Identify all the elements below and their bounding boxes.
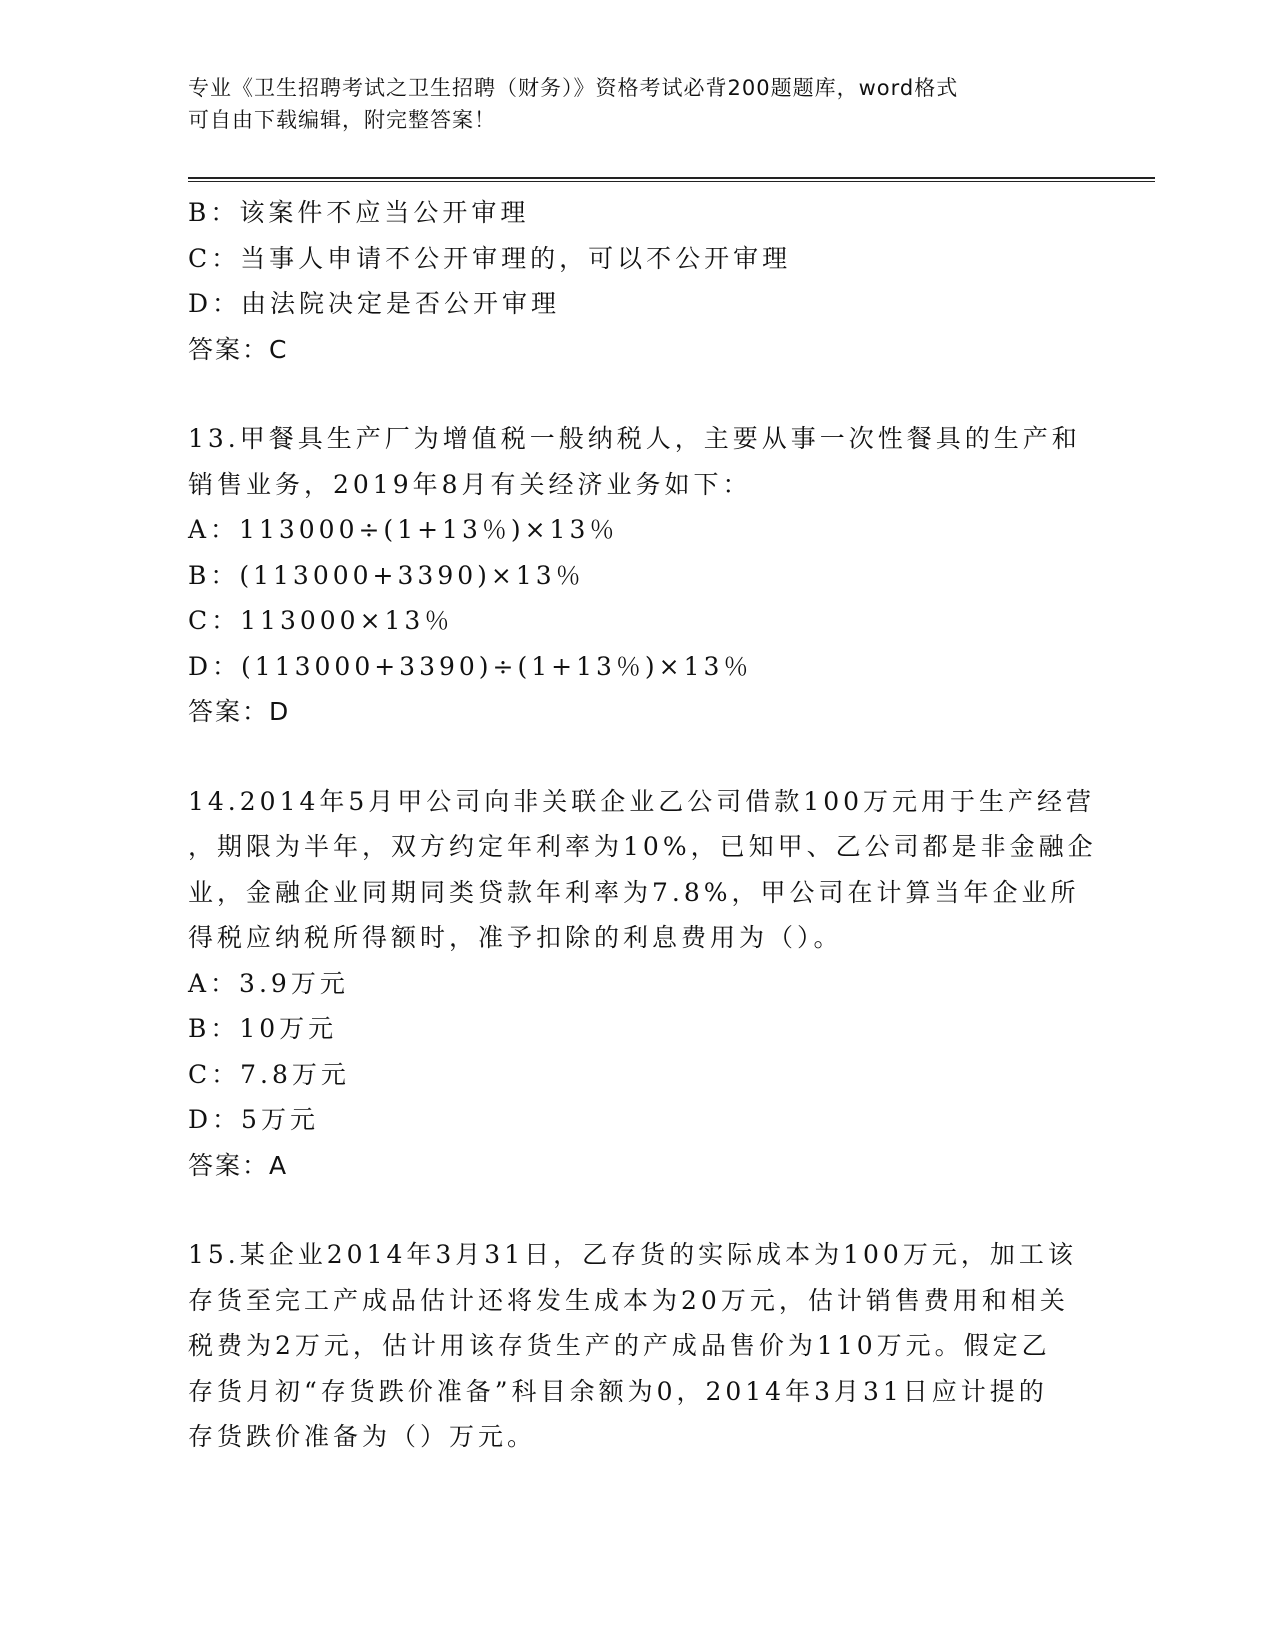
- question-stem: 存货跌价准备为（）万元。: [188, 1422, 537, 1451]
- question-stem: 业，金融企业同期同类贷款年利率为7.8%，甲公司在计算当年企业所: [188, 877, 1080, 907]
- question-stem: ，期限为半年，双方约定年利率为10%，已知甲、乙公司都是非金融企: [188, 832, 1097, 861]
- header-divider: [188, 177, 1155, 179]
- question-stem: 15.某企业2014年3月31日，乙存货的实际成本为100万元，加工该: [188, 1240, 1077, 1269]
- question-stem: 销售业务，2019年8月有关经济业务如下：: [188, 469, 752, 499]
- question-stem: 14.2014年5月甲公司向非关联企业乙公司借款100万元用于生产经营: [188, 786, 1096, 816]
- question-stem: 存货月初“存货跌价准备”科目余额为0，2014年3月31日应计提的: [188, 1376, 1048, 1406]
- option-d: D：5万元: [188, 1105, 319, 1134]
- header-line-1: 专业《卫生招聘考试之卫生招聘（财务）》资格考试必背200题题库，word格式: [188, 76, 959, 100]
- option-c: C：113000×13％: [188, 606, 454, 635]
- option-b: B：10万元: [188, 1014, 338, 1043]
- option-b: B：(113000+3390)×13％: [188, 560, 585, 590]
- header-line-2: 可自由下载编辑，附完整答案！: [188, 108, 496, 132]
- question-12: [188, 190, 1088, 372]
- question-stem: 13.甲餐具生产厂为增值税一般纳税人，主要从事一次性餐具的生产和: [188, 424, 1081, 453]
- question-stem: 税费为2万元，估计用该存货生产的产成品售价为110万元。假定乙: [188, 1331, 1051, 1360]
- option-b: B：该案件不应当公开审理: [188, 198, 530, 227]
- question-14: [188, 779, 1097, 1189]
- question-15: [188, 1232, 1088, 1460]
- option-c: C：当事人申请不公开审理的，可以不公开审理: [188, 243, 792, 273]
- answer: 答案：A: [188, 1150, 289, 1180]
- header-divider-thin: [188, 181, 1155, 182]
- page-header: [188, 72, 1068, 136]
- option-a: A：3.9万元: [188, 968, 349, 998]
- question-list: [188, 190, 1097, 1460]
- question-stem: 得税应纳税所得额时，准予扣除的利息费用为（）。: [188, 923, 843, 952]
- option-c: C：7.8万元: [188, 1059, 350, 1089]
- answer: 答案：C: [188, 334, 289, 364]
- option-d: D：由法院决定是否公开审理: [188, 289, 561, 318]
- question-13: [188, 416, 1088, 735]
- option-d: D：(113000+3390)÷(1+13％)×13％: [188, 651, 753, 681]
- option-a: A：113000÷(1+13％)×13％: [188, 515, 619, 544]
- answer: 答案：D: [188, 697, 291, 726]
- question-stem: 存货至完工产成品估计还将发生成本为20万元，估计销售费用和相关: [188, 1285, 1069, 1315]
